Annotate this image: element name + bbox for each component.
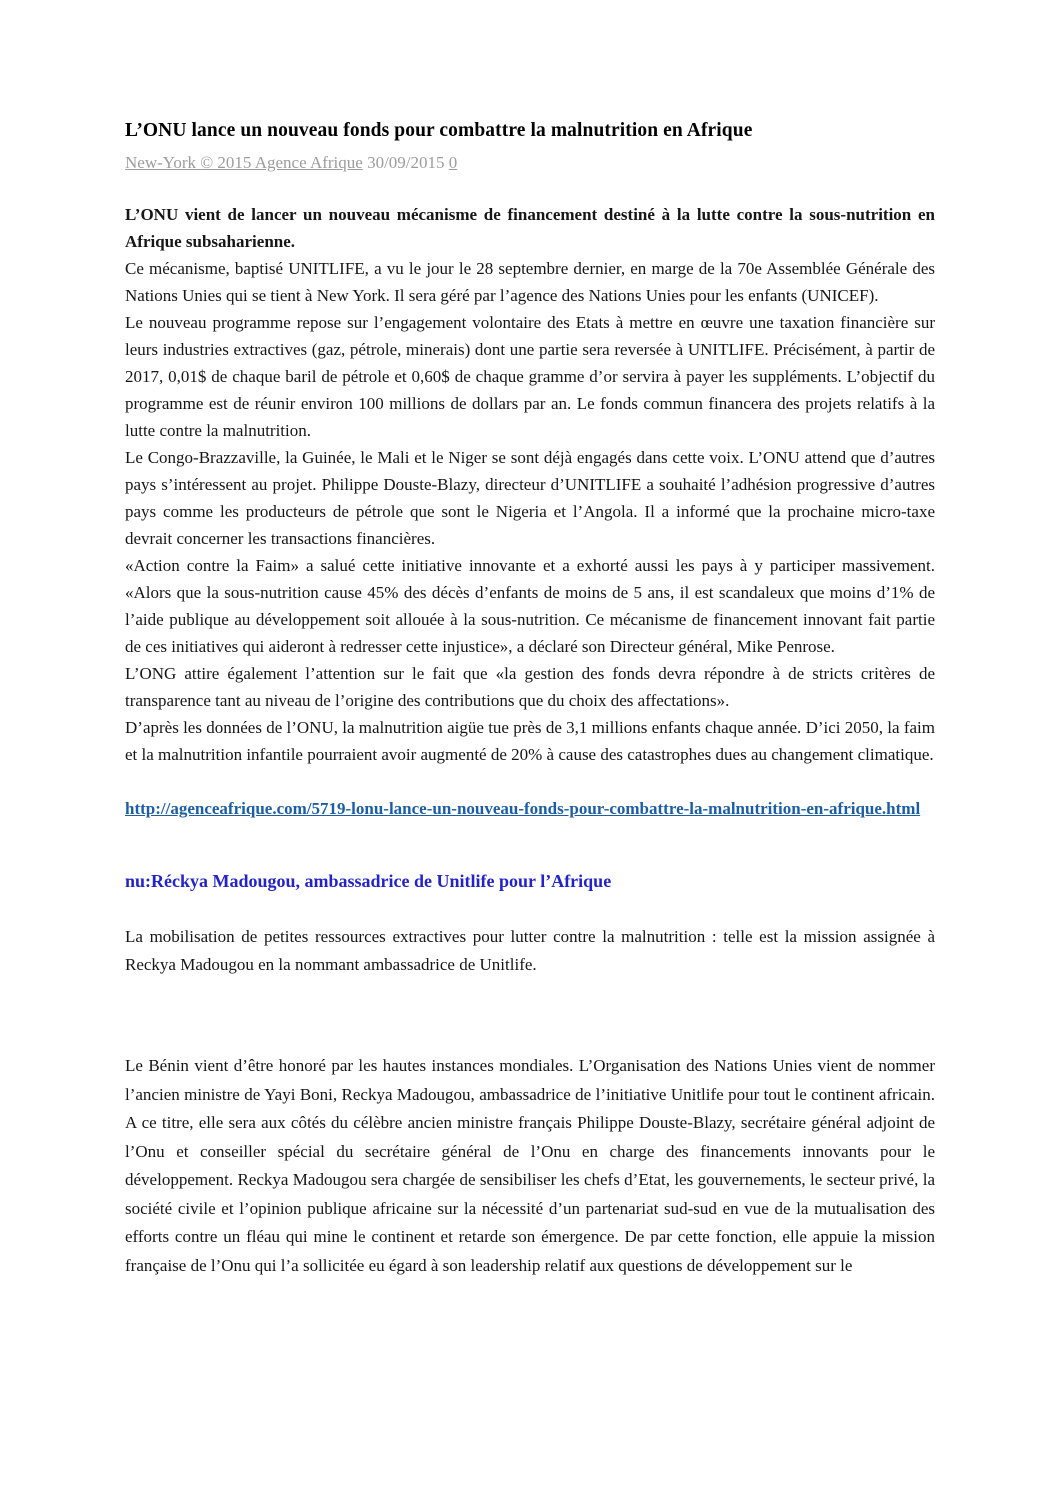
paragraph: Ce mécanisme, baptisé UNITLIFE, a vu le jour le 28 septembre dernier, en marge de la 70e Assemblée Générale des Nations Unies qui se tient à New York. Il sera géré par l’agence des Nations Unies pour les enfants (UNICEF).: [125, 259, 935, 305]
byline-comments-link[interactable]: 0: [448, 153, 458, 172]
byline-source-link[interactable]: New-York © 2015 Agence Afrique: [125, 153, 363, 172]
paragraph: Le Congo-Brazzaville, la Guinée, le Mali et le Niger se sont déjà engagés dans cette voix. L’ONU attend que d’autres pays s’intéressent au projet. Philippe Douste-Blazy, directeur d’UNITLIFE a souhaité l’adhésion progressive d’autres pays comme les producteurs de pétrole que sont le Nigeria et l’Angola. Il a informé que la prochaine micro-taxe devrait concerner les transactions financières.: [125, 448, 935, 548]
byline-date: 30/09/2015: [367, 153, 445, 172]
paragraph: Le nouveau programme repose sur l’engagement volontaire des Etats à mettre en œuvre une taxation financière sur leurs industries extractives (gaz, pétrole, minerais) dont une partie sera reversée à UNITLIFE. Précisément, à partir de 2017, 0,01$ de chaque baril de pétrole et 0,60$ de chaque gramme d’or servira à payer les suppléments. L’objectif du programme est de réunir environ 100 millions de dollars par an. Le fonds commun financera des projets relatifs à la lutte contre la malnutrition.: [125, 313, 935, 440]
paragraph: L’ONG attire également l’attention sur le fait que «la gestion des fonds devra répondre à de stricts critères de transparence tant au niveau de l’origine des contributions que du choix des affectations».: [125, 664, 935, 710]
lead-paragraph: L’ONU vient de lancer un nouveau mécanisme de financement destiné à la lutte contre la sous-nutrition en Afrique subsaharienne.: [125, 205, 935, 251]
intro-paragraph: La mobilisation de petites ressources extractives pour lutter contre la malnutrition : telle est la mission assignée à Reckya Madougou en la nommant ambassadrice de Unitlife.: [125, 927, 935, 974]
paragraph: «Action contre la Faim» a salué cette initiative innovante et a exhorté aussi les pays à y participer massivement. «Alors que la sous-nutrition cause 45% des décès d’enfants de moins de 5 ans, il est scandaleux que moins d’1% de l’aide publique au développement soit allouée à la sous-nutrition. Ce mécanisme de financement innovant fait partie de ces initiatives qui aideront à redresser cette injustice», a déclaré son Directeur général, Mike Penrose.: [125, 556, 935, 656]
source-url-link[interactable]: http://agenceafrique.com/5719-lonu-lance-un-nouveau-fonds-pour-combattre-la-malnutrition-en-afrique.html: [125, 799, 921, 818]
section-heading: nu:Réckya Madougou, ambassadrice de Unitlife pour l’Afrique: [125, 871, 612, 891]
byline: [125, 150, 935, 176]
article-unitlife-fund: [125, 201, 935, 822]
body-paragraph: Le Bénin vient d’être honoré par les hautes instances mondiales. L’Organisation des Nations Unies vient de nommer l’ancien ministre de Yayi Boni, Reckya Madougou, ambassadrice de l’initiative Unitlife pour tout le continent africain. A ce titre, elle sera aux côtés du célèbre ancien ministre français Philippe Douste-Blazy, secrétaire général adjoint de l’Onu et conseiller spécial du secrétaire général de l’Onu en charge des financements innovants pour le développement. Reckya Madougou sera chargée de sensibiliser les chefs d’Etat, les gouvernements, le secteur privé, la société civile et l’opinion publique africaine sur la nécessité d’un partenariat sud-sud en vue de la mutualisation des efforts contre un fléau qui mine le continent et retarde son émergence. De par cette fonction, elle appuie la mission française de l’Onu qui l’a sollicitée eu égard à son leadership relatif aux questions de développement sur le: [125, 1056, 935, 1275]
article-madougou-ambassador: [125, 869, 935, 1280]
paragraph: D’après les données de l’ONU, la malnutrition aigüe tue près de 3,1 millions enfants chaque année. D’ici 2050, la faim et la malnutrition infantile pourraient avoir augmenté de 20% à cause des catastrophes dues au changement climatique.: [125, 718, 935, 764]
page-title: L’ONU lance un nouveau fonds pour combattre la malnutrition en Afrique: [125, 120, 753, 141]
